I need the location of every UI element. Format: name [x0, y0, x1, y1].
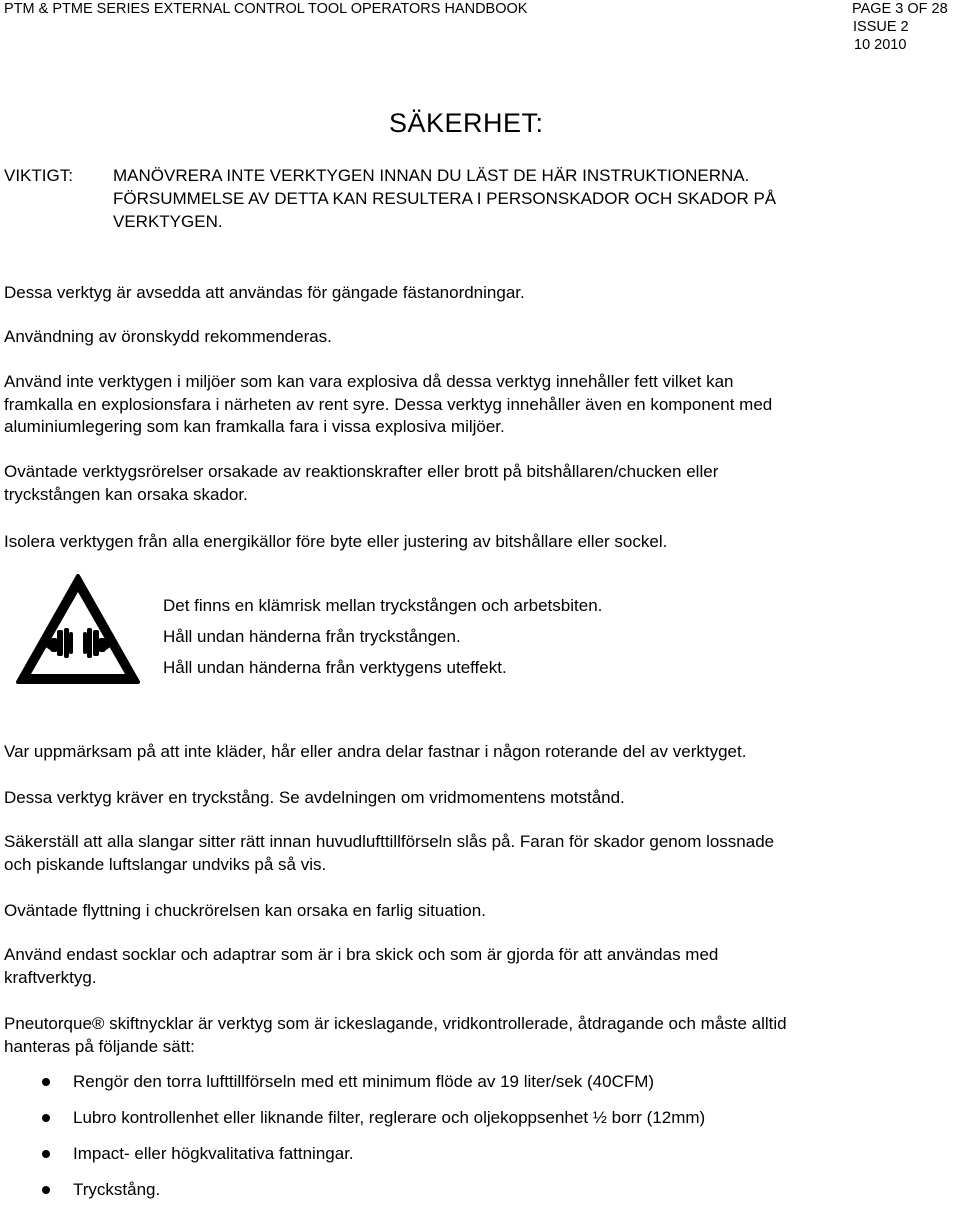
paragraph [4, 282, 904, 305]
paragraph [4, 831, 904, 876]
paragraph [4, 531, 904, 554]
paragraph-line: Isolera verktygen från alla energikällor före byte eller justering av bitshållare eller sockel. [4, 532, 668, 551]
paragraph-line: Var uppmärksam på att inte kläder, hår eller andra delar fastnar i någon roterande del av verktyget. [4, 742, 747, 761]
paragraph [4, 1013, 904, 1058]
section-title: SÄKERHET: [389, 108, 544, 138]
warning-line: VERKTYGEN. [113, 212, 223, 231]
crush-hazard-warning-icon [14, 572, 142, 688]
paragraph-line: Oväntade flyttning i chuckrörelsen kan orsaka en farlig situation. [4, 901, 486, 920]
paragraph-line: Använd inte verktygen i miljöer som kan vara explosiva då dessa verktyg innehåller fett vilket kan [4, 372, 734, 391]
warning-label: VIKTIGT: [4, 166, 73, 185]
bullet-icon [42, 1150, 50, 1158]
paragraph-line: Använd endast socklar och adaptrar som är i bra skick och som är gjorda för att användas med [4, 945, 719, 964]
issue-date: 10 2010 [854, 37, 907, 53]
warning-line: FÖRSUMMELSE AV DETTA KAN RESULTERA I PERSONSKADOR OCH SKADOR PÅ [113, 189, 777, 208]
list-item-text: Lubro kontrollenhet eller liknande filter, reglerare och oljekoppsenhet ½ borr (12mm) [73, 1108, 706, 1127]
list-item-text: Rengör den torra lufttillförseln med ett minimum flöde av 19 liter/sek (40CFM) [73, 1072, 655, 1091]
paragraph-line: aluminiumlegering som kan framkalla fara i vissa explosiva miljöer. [4, 417, 505, 436]
list-item-text: Tryckstång. [73, 1180, 161, 1199]
paragraph-line: framkalla en explosionsfara i närheten av rent syre. Dessa verktyg innehåller även en komponent med [4, 394, 773, 414]
bullet-icon [42, 1186, 50, 1194]
paragraph-line: tryckstången kan orsaka skador. [4, 484, 248, 504]
paragraph-line: Säkerställ att alla slangar sitter rätt innan huvudlufttillförseln slås på. Faran för skador genom lossnade [4, 832, 775, 851]
paragraph-line: Användning av öronskydd rekommenderas. [4, 327, 332, 346]
hazard-line: Det finns en klämrisk mellan tryckstången och arbetsbiten. [163, 596, 603, 615]
paragraph [4, 787, 904, 810]
paragraph [4, 326, 904, 349]
hazard-line: Håll undan händerna från verktygens uteffekt. [163, 658, 507, 677]
paragraph [4, 900, 904, 923]
list-item-text: Impact- eller högkvalitativa fattningar. [73, 1144, 354, 1163]
paragraph [4, 371, 904, 439]
paragraph [4, 944, 904, 989]
paragraph-line: Pneutorque® skiftnycklar är verktyg som är ickeslagande, vridkontrollerade, åtdragande och måste alltid [4, 1014, 787, 1033]
bullet-icon [42, 1114, 50, 1122]
paragraph-line: Dessa verktyg är avsedda att användas för gängade fästanordningar. [4, 283, 525, 302]
paragraph-line: Dessa verktyg kräver en tryckstång. Se avdelningen om vridmomentens motstånd. [4, 788, 625, 807]
warning-line: MANÖVRERA INTE VERKTYGEN INNAN DU LÄST DE HÄR INSTRUKTIONERNA. [113, 166, 750, 185]
paragraph-line: Oväntade verktygsrörelser orsakade av reaktionskrafter eller brott på bitshållaren/chucken eller [4, 462, 719, 481]
page-number: PAGE 3 OF 28 [852, 1, 948, 17]
paragraph [4, 461, 904, 506]
paragraph-line: kraftverktyg. [4, 967, 97, 987]
paragraph-line: och piskande luftslangar undviks på så vis. [4, 854, 327, 874]
paragraph [4, 741, 904, 764]
issue-number: ISSUE 2 [853, 19, 909, 35]
bullet-icon [42, 1078, 50, 1086]
hazard-text [163, 590, 602, 683]
paragraph-line: hanteras på följande sätt: [4, 1036, 195, 1056]
hazard-line: Håll undan händerna från tryckstången. [163, 627, 461, 646]
document-header-title: PTM & PTME SERIES EXTERNAL CONTROL TOOL OPERATORS HANDBOOK [4, 1, 528, 17]
